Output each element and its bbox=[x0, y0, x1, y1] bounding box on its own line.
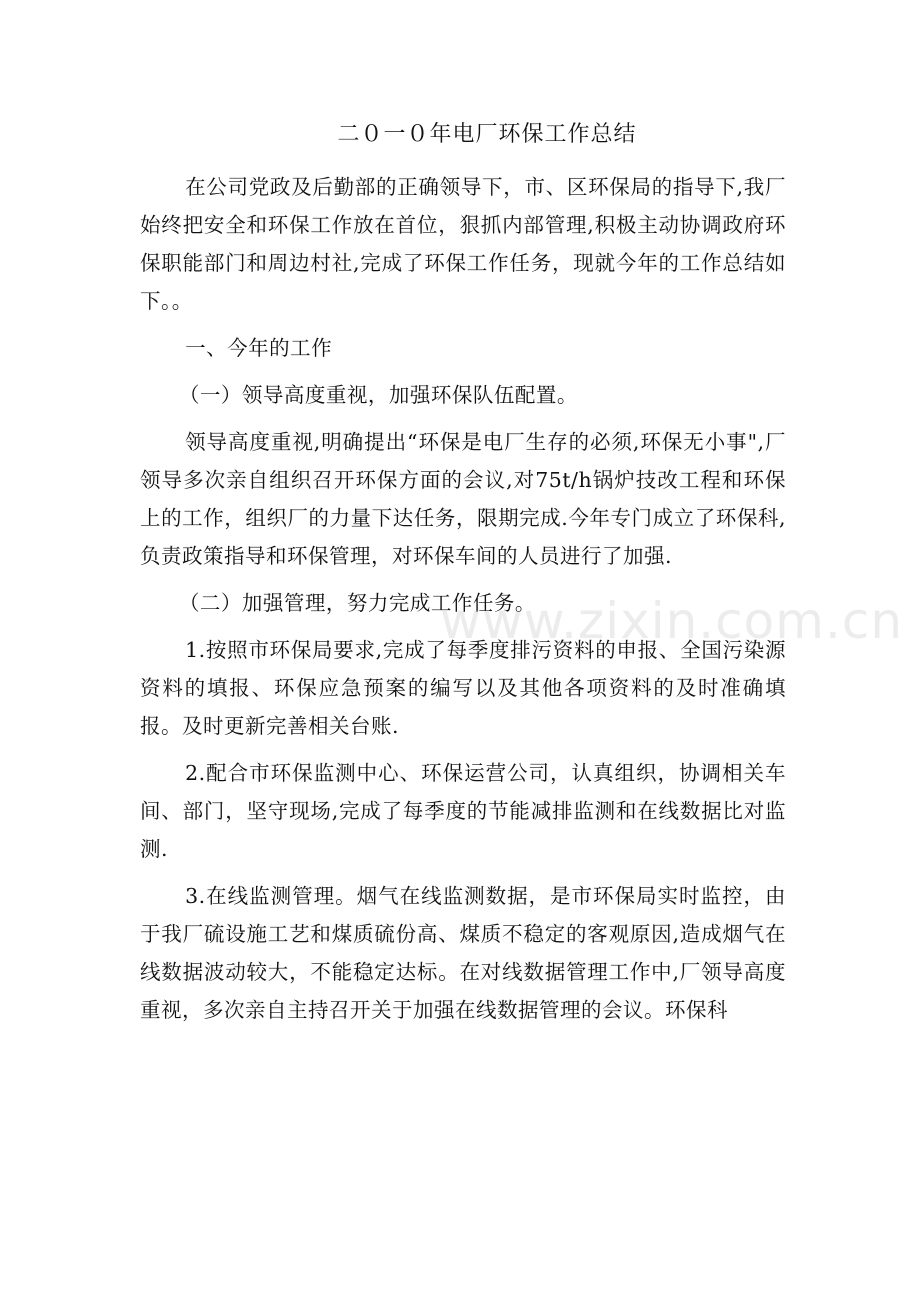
document-body bbox=[140, 168, 786, 1038]
watermark: www.zixin.com.cn bbox=[440, 592, 904, 650]
paragraph-item-1: 1.按照市环保局要求,完成了每季度排污资料的申报、全国污染源资料的填报、环保应急预案的编写以及其他各项资料的及时准确填报。及时更新完善相关台账. bbox=[140, 638, 786, 738]
document-title: 二０一０年电厂环保工作总结 bbox=[337, 122, 637, 147]
subsection-heading-2: （二）加强管理，努力完成工作任务。 bbox=[178, 591, 536, 615]
paragraph-leadership: 领导高度重视,明确提出“环保是电厂生存的必须,环保无小事",厂领导多次亲自组织召开环保方面的会议,对75t/h锅炉技改工程和环保上的工作，组织厂的力量下达任务，限期完成.今年专门成立了环保科,负责政策指导和环保管理，对环保车间的人员进行了加强. bbox=[140, 430, 786, 568]
subsection-heading-1: （一）领导高度重视，加强环保队伍配置。 bbox=[178, 383, 578, 407]
section-heading-1: 一、今年的工作 bbox=[185, 336, 333, 360]
intro-paragraph: 在公司党政及后勤部的正确领导下，市、区环保局的指导下,我厂始终把安全和环保工作放在首位，狠抓内部管理,积极主动协调政府环保职能部门和周边村社,完成了环保工作任务，现就今年的工作总结如下。。 bbox=[140, 175, 786, 313]
paragraph-item-2: 2.配合市环保监测中心、环保运营公司，认真组织，协调相关车间、部门，坚守现场,完成了每季度的节能减排监测和在线数据比对监测. bbox=[140, 761, 786, 861]
paragraph-item-3: 3.在线监测管理。烟气在线监测数据，是市环保局实时监控，由于我厂硫设施工艺和煤质硫份高、煤质不稳定的客观原因,造成烟气在线数据波动较大，不能稳定达标。在对线数据管理工作中,厂领导高度重视，多次亲自主持召开关于加强在线数据管理的会议。环保科 bbox=[140, 884, 786, 1022]
